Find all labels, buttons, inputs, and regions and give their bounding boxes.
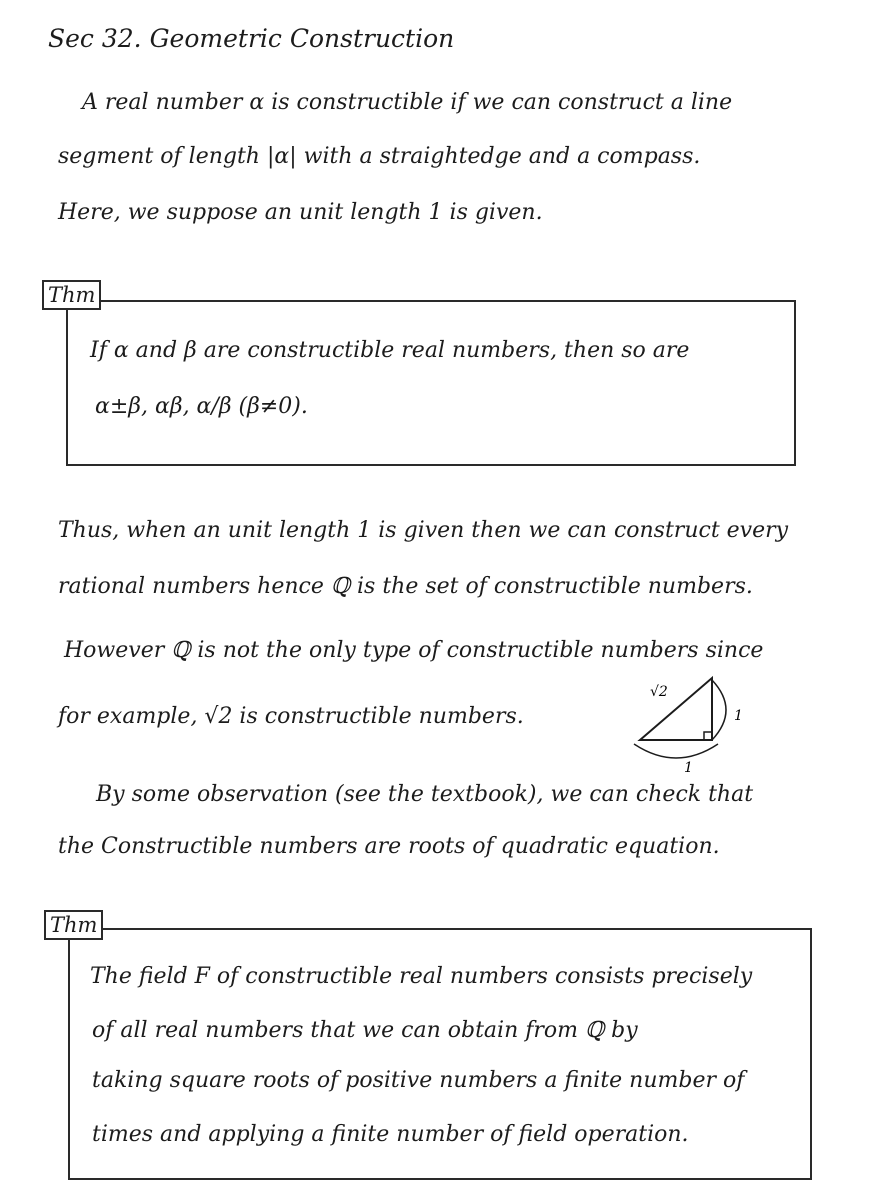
triangle-figure [600, 668, 750, 776]
body-line: Thus, when an unit length 1 is given then we can construct every [58, 518, 789, 543]
intro-line: Here, we suppose an unit length 1 is given. [58, 200, 543, 225]
base-label: 1 [684, 760, 693, 776]
theorem-line: The field F of constructible real numbers consists precisely [90, 964, 753, 989]
theorem-line: If α and β are constructible real numbers, then so are [90, 338, 690, 363]
theorem-line: α±β, αβ, α/β (β≠0). [95, 394, 308, 419]
theorem-line: of all real numbers that we can obtain from ℚ by [92, 1018, 638, 1043]
theorem-tag: Thm [44, 910, 103, 940]
hypotenuse-label: √2 [650, 684, 668, 700]
theorem-box [66, 300, 796, 466]
page-title: Sec 32. Geometric Construction [48, 24, 455, 53]
intro-line: A real number α is constructible if we can construct a line [82, 90, 733, 115]
body-line: for example, √2 is constructible numbers. [58, 704, 524, 729]
body-line: However ℚ is not the only type of constructible numbers since [64, 638, 764, 663]
theorem-line: times and applying a finite number of field operation. [92, 1122, 689, 1147]
body-line: rational numbers hence ℚ is the set of constructible numbers. [58, 574, 753, 599]
body-line: the Constructible numbers are roots of quadratic equation. [58, 834, 720, 859]
body-line: By some observation (see the textbook), we can check that [96, 782, 754, 807]
intro-line: segment of length |α| with a straightedge and a compass. [58, 144, 701, 169]
theorem-tag: Thm [42, 280, 101, 310]
theorem-line: taking square roots of positive numbers a finite number of [92, 1068, 745, 1093]
vertical-label: 1 [734, 708, 743, 724]
